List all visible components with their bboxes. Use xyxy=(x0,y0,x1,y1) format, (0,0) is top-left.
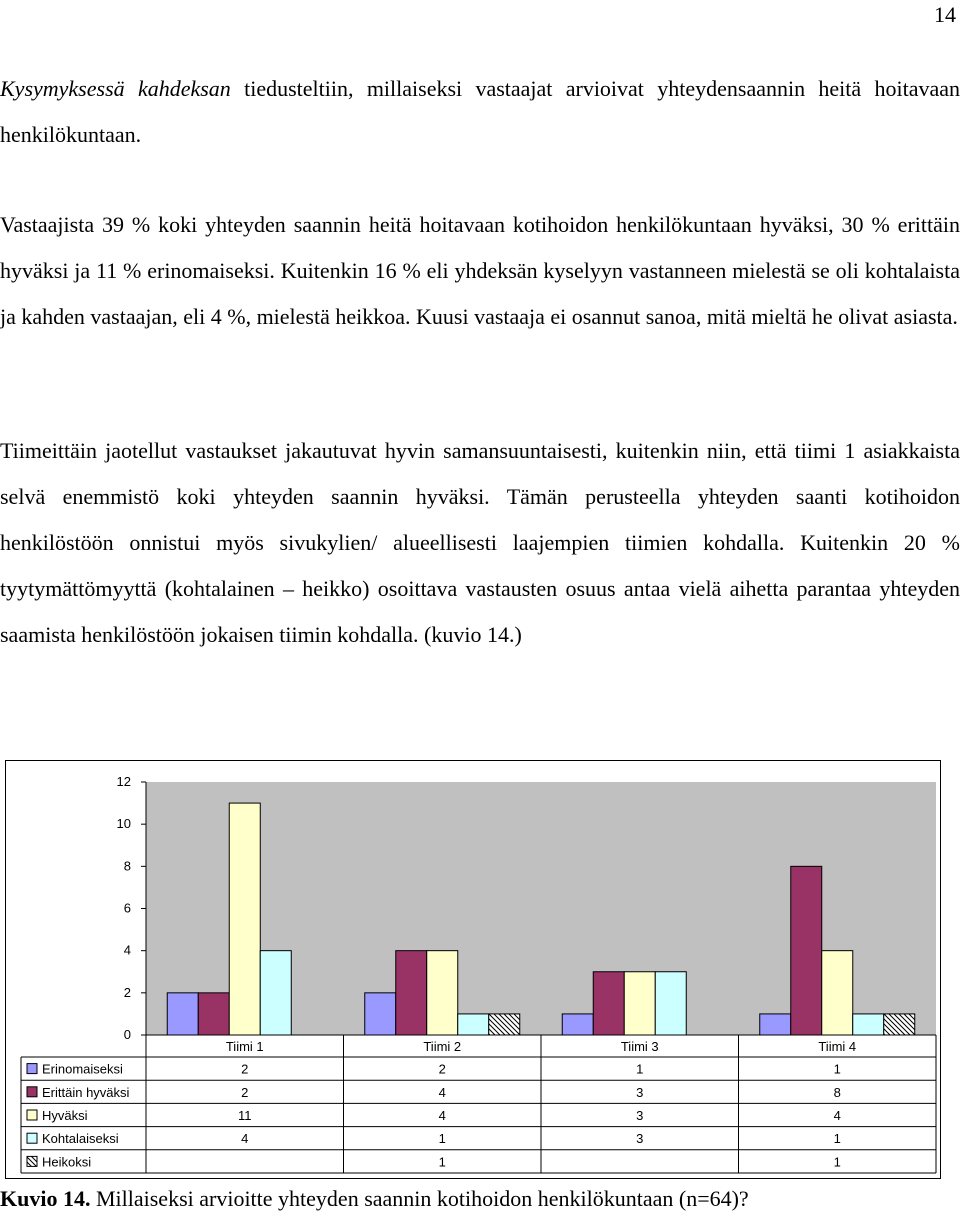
table-value: 2 xyxy=(438,1061,446,1077)
y-tick-label: 0 xyxy=(123,1027,131,1042)
bar-hyväksi xyxy=(822,951,853,1035)
legend-label: Heikoksi xyxy=(42,1154,92,1170)
legend-swatch xyxy=(27,1156,37,1166)
table-value: 4 xyxy=(438,1084,446,1100)
table-value: 2 xyxy=(241,1061,249,1077)
table-category-label: Tiimi 1 xyxy=(225,1039,264,1054)
table-value: 1 xyxy=(833,1154,841,1170)
bar-kohtalaiseksi xyxy=(458,1014,489,1035)
bar-chart-frame xyxy=(5,760,941,1179)
table-value: 8 xyxy=(833,1084,841,1100)
bar-heikoksi xyxy=(884,1014,915,1035)
y-tick-label: 6 xyxy=(123,900,131,916)
legend-swatch xyxy=(27,1110,37,1120)
bar-erittäin-hyväksi xyxy=(198,993,229,1035)
figure-label: Kuvio 14. xyxy=(0,1186,91,1211)
table-category-label: Tiimi 2 xyxy=(423,1039,462,1054)
bar-hyväksi xyxy=(229,803,260,1035)
page-number: 14 xyxy=(934,2,956,27)
table-category-label: Tiimi 4 xyxy=(818,1039,857,1054)
y-tick-label: 4 xyxy=(123,942,131,958)
table-value: 1 xyxy=(438,1154,446,1170)
table-value: 3 xyxy=(636,1108,644,1123)
table-value: 3 xyxy=(636,1131,644,1147)
intro-paragraph xyxy=(0,66,960,158)
figure-caption xyxy=(0,1186,749,1212)
y-tick-label: 12 xyxy=(116,774,131,789)
y-tick-label: 10 xyxy=(116,816,131,832)
legend-label: Hyväksi xyxy=(42,1108,88,1123)
bar-erittäin-hyväksi xyxy=(593,972,624,1035)
legend-label: Kohtalaiseksi xyxy=(42,1131,119,1147)
legend-swatch xyxy=(27,1087,37,1097)
table-value: 1 xyxy=(833,1131,841,1147)
table-value: 3 xyxy=(636,1084,644,1100)
table-value: 4 xyxy=(438,1108,446,1123)
results-paragraph: Vastaajista 39 % koki yhteyden saannin heitä hoitavaan kotihoidon henkilökuntaan hyväksi, 30 % erittäin hyväksi ja 11 % erinomaiseksi. Kuitenkin 16 % eli yhdeksän kyselyyn vastanneen mielestä se oli kohtalaista ja kahden vastaajan, eli 4 %, mielestä heikkoa. Kuusi vastaaja ei osannut sanoa, mitä mieltä he olivat asiasta. xyxy=(0,212,960,329)
legend-swatch xyxy=(27,1064,37,1074)
bar-hyväksi xyxy=(624,972,655,1035)
table-value: 2 xyxy=(241,1084,249,1100)
table-value: 4 xyxy=(833,1108,841,1123)
legend-label: Erinomaiseksi xyxy=(42,1061,123,1077)
intro-paragraph-text: tiedusteltiin, millaiseksi vastaajat arvioivat yhteydensaannin heitä hoitavaan henkilökuntaan. xyxy=(0,76,960,147)
bar-erinomaiseksi xyxy=(365,993,396,1035)
bar-hyväksi xyxy=(427,951,458,1035)
bar-erittäin-hyväksi xyxy=(396,951,427,1035)
team-analysis-paragraph: Tiimeittäin jaotellut vastaukset jakautuvat hyvin samansuuntaisesti, kuitenkin niin, että tiimi 1 asiakkaista selvä enemmistö koki yhteyden saannin hyväksi. Tämän perusteella yhteyden saanti kotihoidon henkilöstöön onnistui myös sivukylien/ alueellisesti laajempien tiimien kohdalla. Kuitenkin 20 % tyytymättömyyttä (kohtalainen – heikko) osoittava vastausten osuus antaa vielä aihetta parantaa yhteyden saamista henkilöstöön jokaisen tiimin kohdalla. (kuvio 14.) xyxy=(0,438,960,647)
bar-kohtalaiseksi xyxy=(655,972,686,1035)
table-category-label: Tiimi 3 xyxy=(620,1039,659,1054)
question-reference: Kysymyksessä kahdeksan xyxy=(0,76,231,101)
table-value: 1 xyxy=(636,1061,644,1077)
table-value: 11 xyxy=(238,1108,252,1123)
legend-label: Erittäin hyväksi xyxy=(42,1084,130,1100)
figure-caption-text: Millaiseksi arvioitte yhteyden saannin kotihoidon henkilökuntaan (n=64)? xyxy=(90,1186,749,1211)
bar-erinomaiseksi xyxy=(167,993,198,1035)
bar-heikoksi xyxy=(489,1014,520,1035)
table-value: 1 xyxy=(438,1131,446,1147)
y-tick-label: 2 xyxy=(123,984,131,1000)
bar-erittäin-hyväksi xyxy=(791,866,822,1035)
y-tick-label: 8 xyxy=(123,858,131,874)
table-value: 4 xyxy=(241,1131,249,1147)
bar-erinomaiseksi xyxy=(760,1014,791,1035)
bar-chart xyxy=(6,761,942,1180)
bar-kohtalaiseksi xyxy=(853,1014,884,1035)
bar-erinomaiseksi xyxy=(562,1014,593,1035)
table-value: 1 xyxy=(833,1061,841,1077)
bar-kohtalaiseksi xyxy=(260,951,291,1035)
legend-swatch xyxy=(27,1133,37,1143)
